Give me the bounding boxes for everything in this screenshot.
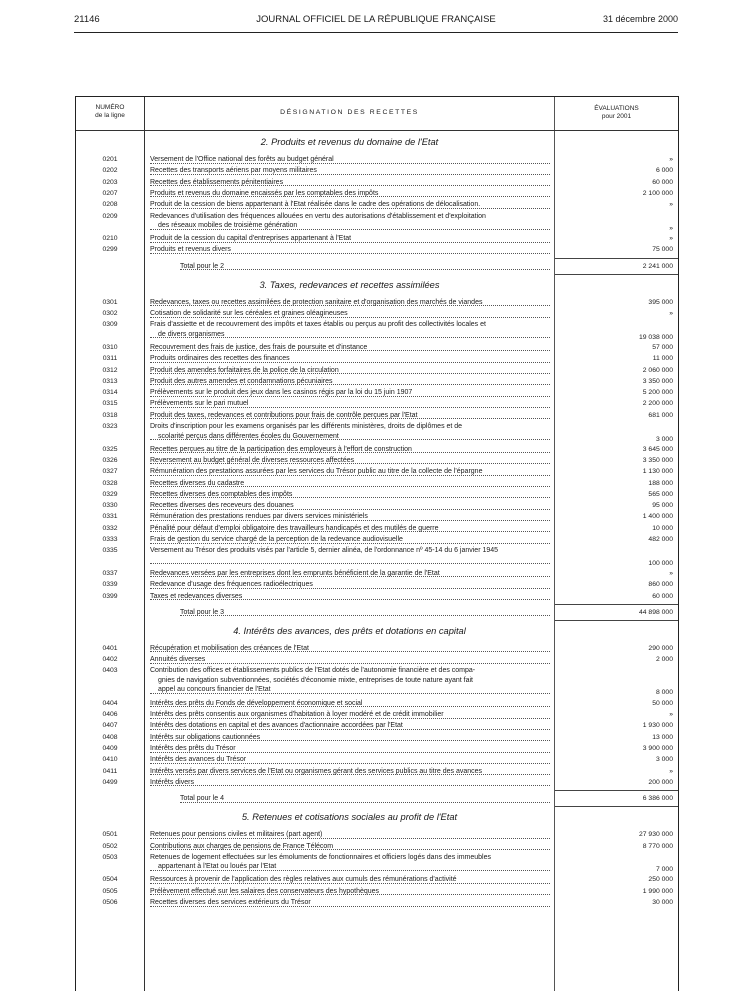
evaluation-value: 3 000 bbox=[655, 756, 673, 764]
line-number: 0311 bbox=[102, 355, 118, 363]
line-number: 0330 bbox=[102, 502, 118, 510]
line-number: 0318 bbox=[102, 411, 118, 419]
designation-line: Annuités diverses bbox=[150, 656, 206, 664]
line-number: 0210 bbox=[102, 235, 118, 243]
evaluation-value: 50 000 bbox=[652, 699, 673, 707]
evaluation-value: » bbox=[669, 225, 673, 232]
evaluation-value: 3 645 000 bbox=[642, 445, 673, 453]
evaluation-value: » bbox=[669, 235, 673, 243]
total-label-text: Total pour le 4 bbox=[180, 795, 224, 803]
evaluation-value: » bbox=[669, 569, 673, 577]
designation-line: Ressources à provenir de l'application des règles relatives aux cumuls des rémunérations d'activité bbox=[150, 876, 457, 884]
column-divider bbox=[144, 97, 145, 991]
line-number: 0402 bbox=[102, 656, 118, 664]
designation bbox=[150, 501, 550, 510]
evaluation-value: 6 000 bbox=[655, 167, 673, 175]
evaluation-value: 19 038 000 bbox=[638, 333, 673, 341]
designation bbox=[150, 178, 550, 187]
line-number: 0410 bbox=[102, 756, 118, 764]
evaluation-value: 1 930 000 bbox=[642, 722, 673, 730]
line-number: 0403 bbox=[102, 667, 118, 675]
evaluation-value: 681 000 bbox=[648, 411, 673, 419]
header-text: NUMÉRO bbox=[95, 104, 125, 111]
designation-line: Prélèvement effectué sur les salaires des conservateurs des hypothèques bbox=[150, 887, 380, 895]
designation bbox=[150, 388, 550, 397]
designation bbox=[150, 744, 550, 753]
designation bbox=[150, 875, 550, 884]
evaluation-value: 3 900 000 bbox=[642, 745, 673, 752]
line-number: 0333 bbox=[102, 536, 118, 543]
designation-line: Récupération et mobilisation des créances de l'Etat bbox=[150, 644, 309, 652]
total-value: 6 386 000 bbox=[642, 795, 673, 803]
designation bbox=[150, 490, 550, 499]
designation bbox=[150, 298, 550, 307]
line-number: 0202 bbox=[102, 167, 118, 175]
header-line-number bbox=[76, 104, 144, 119]
line-number: 0329 bbox=[102, 490, 118, 498]
designation bbox=[150, 569, 550, 578]
total-rule bbox=[555, 274, 678, 275]
designation-line: Produit des autres amendes et condamnations pécuniaires bbox=[150, 377, 333, 385]
evaluation-value: 1 130 000 bbox=[642, 468, 673, 476]
designation-line: Produits ordinaires des recettes des finances bbox=[150, 355, 290, 363]
section-title: 4. Intérêts des avances, des prêts et dotations en capital bbox=[233, 625, 466, 636]
header-text: pour 2001 bbox=[601, 112, 632, 120]
designation-line: Recouvrement des frais de justice, des frais de poursuite et d'instance bbox=[150, 343, 368, 351]
line-number: 0207 bbox=[102, 189, 118, 197]
designation-line: Recettes diverses du cadastre bbox=[150, 479, 245, 487]
designation bbox=[150, 245, 550, 254]
evaluation-value: 188 000 bbox=[648, 479, 673, 487]
designation bbox=[150, 234, 550, 243]
designation bbox=[150, 853, 550, 871]
designation bbox=[150, 842, 550, 851]
evaluation-value: 2 000 bbox=[655, 656, 673, 664]
designation-line: Intérêts des prêts du Fonds de développement économique et social bbox=[150, 699, 363, 707]
designation bbox=[150, 546, 550, 564]
evaluation-value: 7 000 bbox=[655, 866, 673, 874]
designation bbox=[150, 887, 550, 896]
page-header bbox=[74, 14, 678, 30]
designation bbox=[150, 535, 550, 544]
designation bbox=[150, 767, 550, 776]
line-number: 0411 bbox=[102, 767, 118, 775]
designation-line: Recettes perçues au titre de la participation des employeurs à l'effort de construction bbox=[150, 445, 412, 453]
evaluation-value: 8 770 000 bbox=[642, 842, 673, 850]
designation-line: Droits d'inscription pour les examens organisés par les différents ministères, droits de diplômes et de bbox=[150, 423, 463, 430]
designation-line: Intérêts sur obligations cautionnées bbox=[150, 733, 261, 741]
evaluation-value: 2 200 000 bbox=[642, 400, 673, 408]
leader-dots bbox=[180, 802, 550, 803]
evaluation-value: 27 930 000 bbox=[638, 831, 673, 839]
designation-line: Rémunération des prestations assurées par les services du Trésor public au titre de la collecte de l'épargne bbox=[150, 468, 483, 476]
line-number: 0407 bbox=[102, 722, 118, 730]
designation bbox=[150, 778, 550, 787]
total-label bbox=[150, 262, 550, 271]
header-text: ÉVALUATIONS bbox=[594, 105, 639, 112]
line-number: 0504 bbox=[102, 876, 118, 884]
evaluation-value: » bbox=[669, 310, 673, 317]
designation-line: Recettes diverses des receveurs des douanes bbox=[150, 502, 294, 510]
line-number: 0325 bbox=[102, 445, 118, 453]
designation bbox=[150, 445, 550, 454]
header-rule bbox=[74, 32, 678, 33]
total-rule bbox=[555, 604, 678, 605]
total-label bbox=[150, 608, 550, 617]
total-rule bbox=[555, 258, 678, 259]
designation-line: gnies de navigation subventionnées, sociétés d'économie mixte, entreprises de toute nature ayant fait bbox=[158, 676, 473, 684]
line-number: 0332 bbox=[102, 524, 118, 532]
line-number: 0312 bbox=[102, 366, 118, 374]
designation bbox=[150, 733, 550, 742]
line-number: 0315 bbox=[102, 400, 118, 408]
designation-line: Recettes des établissements pénitentiaires bbox=[150, 178, 284, 186]
designation-line: Redevances, taxes ou recettes assimilées de protection sanitaire et d'organisation des marchés de viandes bbox=[150, 298, 483, 306]
line-number: 0501 bbox=[102, 831, 118, 839]
evaluation-value: 3 350 000 bbox=[642, 456, 673, 464]
line-number: 0502 bbox=[102, 842, 118, 850]
line-number: 0503 bbox=[102, 853, 118, 861]
designation bbox=[150, 399, 550, 408]
line-number: 0323 bbox=[102, 423, 118, 430]
designation bbox=[150, 666, 550, 694]
designation-line: Pénalité pour défaut d'emploi obligatoire des travailleurs handicapés et des mutilés de guerre bbox=[150, 524, 439, 532]
evaluation-value: 860 000 bbox=[648, 581, 673, 589]
line-number: 0326 bbox=[102, 456, 118, 464]
evaluation-value: 3 000 bbox=[655, 435, 673, 443]
evaluation-value: » bbox=[669, 711, 673, 719]
designation bbox=[150, 354, 550, 363]
line-number: 0302 bbox=[102, 310, 118, 317]
evaluation-value: 100 000 bbox=[648, 559, 673, 567]
designation-line: Recettes diverses des services extérieurs du Trésor bbox=[150, 899, 311, 906]
designation-line: Rémunération des prestations rendues par divers services ministériels bbox=[150, 513, 368, 521]
designation bbox=[150, 512, 550, 521]
designation bbox=[150, 710, 550, 719]
designation-line: scolarité perçus dans différentes écoles du Gouvernement bbox=[158, 432, 339, 440]
designation-line: Frais d'assiette et de recouvrement des impôts et taxes établis ou perçus au profit des collectivités locales et bbox=[150, 321, 486, 329]
designation bbox=[150, 655, 550, 664]
evaluation-value: 10 000 bbox=[652, 524, 673, 532]
publication-date: 31 décembre 2000 bbox=[602, 14, 678, 24]
line-number: 0201 bbox=[102, 156, 118, 163]
designation bbox=[150, 343, 550, 352]
header-text: de la ligne bbox=[95, 111, 125, 119]
designation-line: Produit des amendes forfaitaires de la police de la circulation bbox=[150, 366, 339, 374]
leader-dots bbox=[180, 269, 550, 270]
designation bbox=[150, 830, 550, 839]
designation-line: Intérêts versés par divers services de l'Etat ou organismes gérant des services publics au titre des avances bbox=[150, 767, 483, 775]
line-number: 0313 bbox=[102, 377, 118, 385]
line-number: 0328 bbox=[102, 479, 118, 487]
designation bbox=[150, 592, 550, 601]
receipts-table bbox=[75, 96, 679, 991]
designation bbox=[150, 721, 550, 730]
line-number: 0301 bbox=[102, 298, 118, 306]
total-rule bbox=[555, 620, 678, 621]
designation bbox=[150, 467, 550, 476]
total-rule bbox=[555, 806, 678, 807]
designation bbox=[150, 212, 550, 230]
designation-line: Contributions aux charges de pensions de France Télécom bbox=[150, 842, 334, 850]
line-number: 0337 bbox=[102, 569, 118, 577]
evaluation-value: » bbox=[669, 767, 673, 775]
evaluation-value: 250 000 bbox=[648, 876, 673, 884]
line-number: 0401 bbox=[102, 644, 118, 652]
total-value: 2 241 000 bbox=[642, 262, 673, 270]
line-number: 0499 bbox=[102, 778, 118, 786]
designation-line: Retenues de logement effectuées sur les émoluments de fonctionnaires et officiers logés dans des immeubles bbox=[150, 853, 491, 861]
evaluation-value: 2 060 000 bbox=[642, 366, 673, 374]
designation bbox=[150, 189, 550, 198]
designation bbox=[150, 898, 550, 907]
designation bbox=[150, 377, 550, 386]
line-number: 0208 bbox=[102, 201, 118, 209]
designation-line: des réseaux mobiles de troisième génération bbox=[158, 222, 298, 229]
evaluation-value: » bbox=[669, 156, 673, 163]
designation-line: Produit de la cession de biens appartenant à l'Etat réalisée dans le cadre des opérations de délocalisation. bbox=[150, 201, 481, 209]
total-value: 44 898 000 bbox=[638, 608, 673, 616]
designation-line: Frais de gestion du service chargé de la perception de la redevance audiovisuelle bbox=[150, 536, 403, 543]
designation-line: Produit des taxes, redevances et contributions pour frais de contrôle perçues par l'Etat bbox=[150, 411, 418, 419]
leader-dots bbox=[150, 563, 550, 564]
designation-line: de divers organismes bbox=[158, 330, 225, 338]
evaluation-value: 1 400 000 bbox=[642, 513, 673, 521]
designation bbox=[150, 166, 550, 175]
line-number: 0505 bbox=[102, 887, 118, 895]
designation-line: Contribution des offices et établissements publics de l'Etat dotés de l'autonomie financière et des compa- bbox=[150, 667, 476, 675]
designation bbox=[150, 699, 550, 708]
line-number: 0327 bbox=[102, 468, 118, 476]
evaluation-value: 30 000 bbox=[652, 899, 673, 906]
table-header bbox=[76, 97, 678, 131]
designation-line: appartenant à l'Etat ou loués par l'Etat bbox=[158, 863, 277, 871]
evaluation-value: 8 000 bbox=[655, 689, 673, 697]
evaluation-value: 1 990 000 bbox=[642, 887, 673, 895]
designation-line: Produit de la cession du capital d'entreprises appartenant à l'Etat bbox=[150, 235, 352, 243]
line-number: 0309 bbox=[102, 321, 118, 329]
total-rule bbox=[555, 790, 678, 791]
designation bbox=[150, 524, 550, 533]
section-title: 2. Produits et revenus du domaine de l'Etat bbox=[260, 137, 439, 147]
page-number: 21146 bbox=[74, 14, 100, 25]
header-designation: DÉSIGNATION DES RECETTES bbox=[280, 109, 419, 116]
evaluation-value: 290 000 bbox=[648, 644, 673, 652]
designation bbox=[150, 200, 550, 209]
designation bbox=[150, 309, 550, 318]
evaluation-value: 2 100 000 bbox=[642, 189, 673, 197]
designation-line: Intérêts des prêts consentis aux organismes d'habitation à loyer modéré et de crédit immobilier bbox=[150, 711, 444, 719]
evaluation-value: 57 000 bbox=[652, 343, 673, 351]
designation bbox=[150, 411, 550, 420]
journal-title: JOURNAL OFFICIEL DE LA RÉPUBLIQUE FRANÇAISE bbox=[256, 14, 496, 25]
evaluation-value: 75 000 bbox=[652, 246, 673, 254]
section-title: 3. Taxes, redevances et recettes assimilées bbox=[259, 279, 440, 290]
designation-line: Recettes des transports aériens par moyens militaires bbox=[150, 167, 317, 175]
designation-line: Prélèvements sur le produit des jeux dans les casinos régis par la loi du 15 juin 1907 bbox=[150, 389, 413, 397]
designation bbox=[150, 422, 550, 440]
line-number: 0299 bbox=[102, 246, 118, 254]
designation bbox=[150, 155, 550, 164]
evaluation-value: 60 000 bbox=[652, 592, 673, 600]
line-number: 0335 bbox=[102, 547, 118, 555]
evaluation-value: 395 000 bbox=[648, 298, 673, 306]
designation-line: Cotisation de solidarité sur les céréales et graines oléagineuses bbox=[150, 310, 348, 317]
evaluation-value: 5 200 000 bbox=[642, 389, 673, 397]
designation-line: appel au concours financier de l'Etat bbox=[158, 686, 271, 694]
evaluation-value: 3 350 000 bbox=[642, 377, 673, 385]
evaluation-value: 95 000 bbox=[652, 502, 673, 510]
designation-line: Intérêts divers bbox=[150, 778, 194, 786]
line-number: 0209 bbox=[102, 212, 118, 220]
designation-line: Redevances d'utilisation des fréquences allouées en vertu des autorisations d'établissement et d'exploitation bbox=[150, 212, 486, 220]
leader-dots bbox=[180, 615, 550, 616]
evaluation-value: 13 000 bbox=[652, 733, 673, 741]
line-number: 0406 bbox=[102, 711, 118, 719]
designation-line: Intérêts des dotations en capital et des avances d'actionnaire accordées par l'Etat bbox=[150, 722, 403, 730]
evaluation-value: 60 000 bbox=[652, 178, 673, 186]
total-label bbox=[150, 794, 550, 803]
line-number: 0409 bbox=[102, 745, 118, 752]
designation bbox=[150, 644, 550, 653]
line-number: 0331 bbox=[102, 513, 118, 521]
designation-line: Versement de l'Office national des forêts au budget général bbox=[150, 156, 334, 163]
line-number: 0314 bbox=[102, 389, 118, 397]
line-number: 0339 bbox=[102, 581, 118, 589]
line-number: 0404 bbox=[102, 699, 118, 707]
designation bbox=[150, 456, 550, 465]
total-label-text: Total pour le 2 bbox=[180, 262, 224, 270]
designation-line: Produits et revenus divers bbox=[150, 246, 231, 254]
leader-dots bbox=[150, 785, 550, 786]
designation-line: Intérêts des prêts du Trésor bbox=[150, 745, 236, 752]
designation-line: Reversement au budget général de diverses ressources affectées bbox=[150, 456, 355, 464]
evaluation-value: 11 000 bbox=[652, 355, 673, 363]
designation-line: Intérêts des avances du Trésor bbox=[150, 756, 247, 764]
section-title: 5. Retenues et cotisations sociales au profit de l'Etat bbox=[241, 812, 458, 823]
designation bbox=[150, 580, 550, 589]
designation bbox=[150, 320, 550, 338]
line-number: 0399 bbox=[102, 592, 118, 600]
leader-dots bbox=[150, 663, 550, 664]
line-number: 0408 bbox=[102, 733, 118, 741]
designation-line: Retenues pour pensions civiles et militaires (part agent) bbox=[150, 831, 323, 839]
designation-line: Prélèvements sur le pari mutuel bbox=[150, 400, 249, 408]
designation-line: Taxes et redevances diverses bbox=[150, 592, 243, 600]
designation-line: Produits et revenus du domaine encaissés par les comptables des impôts bbox=[150, 189, 379, 197]
designation-line: Redevances versées par les entreprises dont les emprunts bénéficient de la garantie de l'Etat bbox=[150, 569, 440, 577]
total-label-text: Total pour le 3 bbox=[180, 608, 224, 616]
designation-line: Versement au Trésor des produits visés par l'article 5, dernier alinéa, de l'ordonnance nº 45-14 du 6 janvier 1945 bbox=[150, 547, 499, 555]
evaluation-value: 200 000 bbox=[648, 778, 673, 786]
line-number: 0506 bbox=[102, 899, 118, 906]
line-number: 0310 bbox=[102, 343, 118, 351]
designation-line: Recettes diverses des comptables des impôts bbox=[150, 490, 293, 498]
designation bbox=[150, 479, 550, 488]
evaluation-value: 482 000 bbox=[648, 536, 673, 543]
evaluation-value: 565 000 bbox=[648, 490, 673, 498]
line-number: 0203 bbox=[102, 178, 118, 186]
designation bbox=[150, 366, 550, 375]
evaluation-value: » bbox=[669, 201, 673, 209]
header-evaluations bbox=[555, 105, 678, 120]
designation-line: Redevance d'usage des fréquences radioélectriques bbox=[150, 581, 313, 589]
designation bbox=[150, 755, 550, 764]
